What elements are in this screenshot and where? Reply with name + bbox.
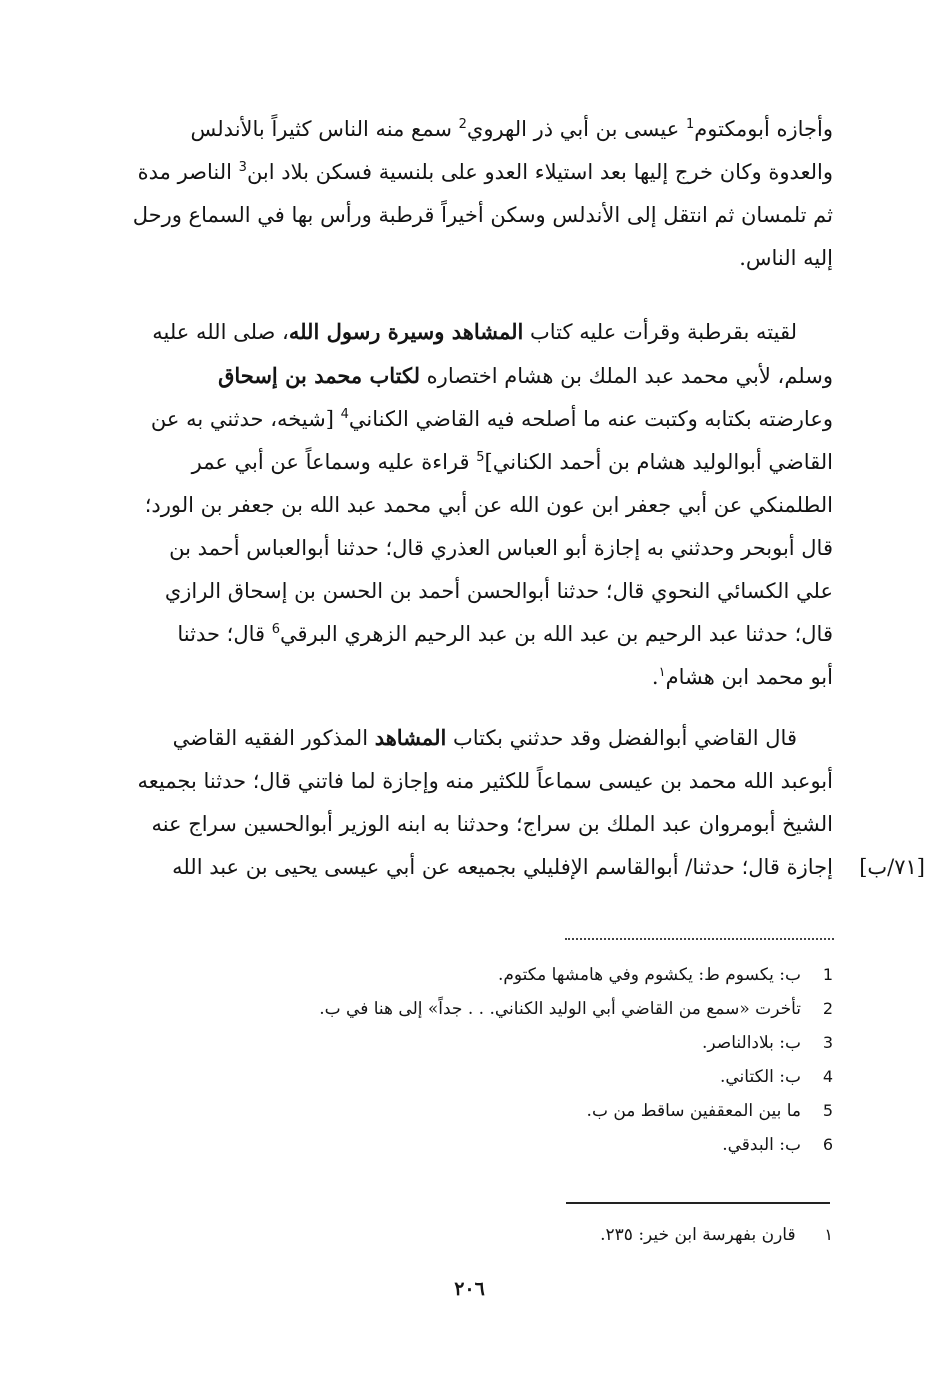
editor-note-divider <box>566 1202 830 1204</box>
footnote-text: ما بين المعقفين ساقط من ب. <box>586 1101 801 1121</box>
footnote-text: ب: بلادالناصر. <box>701 1033 801 1053</box>
footnote-item <box>113 1094 833 1128</box>
footnote-text: ب: يكسوم ط: يكشوم وفي هامشها مكتوم. <box>497 965 801 985</box>
text-run: ، صلى الله عليه <box>152 320 289 344</box>
folio-marker: [٧١/ب] <box>859 855 925 879</box>
paragraph-1 <box>131 108 833 280</box>
footnote-number: 6 <box>822 1135 833 1154</box>
footnotes-list <box>113 958 833 1162</box>
editor-note-text: قارن بفهرسة ابن خير: ٢٣٥. <box>600 1225 796 1245</box>
footnote-ref[interactable]: 4 <box>340 407 349 422</box>
footnote-ref[interactable]: ١ <box>658 665 666 680</box>
page-number: ٢٠٦ <box>454 1278 485 1300</box>
text-run: إجازة قال؛ حدثنا/ أبوالقاسم الإفليلي بجميعه عن أبي عيسى يحيى بن عبد الله <box>172 855 833 879</box>
text-line <box>131 613 833 656</box>
footnote-item <box>113 1060 833 1094</box>
text-run: وأجازه أبومكتوم <box>694 117 833 141</box>
text-line: إليه الناس. <box>739 246 833 270</box>
book-title: لكتاب محمد بن إسحاق <box>218 363 420 388</box>
text-run: لقيته بقرطبة وقرأت عليه كتاب <box>523 320 797 344</box>
text-line: علي الكسائي النحوي قال؛ حدثنا أبوالحسن أحمد بن الحسن بن إسحاق الرازي <box>164 579 833 603</box>
text-run: قراءة عليه وسماعاً عن أبي عمر <box>191 450 477 474</box>
text-line <box>131 310 833 354</box>
text-run: قال؛ حدثنا <box>177 622 272 646</box>
footnote-number: 5 <box>822 1101 833 1120</box>
footnote-ref[interactable]: 3 <box>238 160 247 175</box>
text-line: الشيخ أبومروان عبد الملك بن سراج؛ وحدثنا به ابنه الوزير أبوالحسين سراج عنه <box>151 812 833 836</box>
editor-note <box>600 1220 833 1250</box>
text-line <box>131 151 833 194</box>
text-line <box>131 656 833 699</box>
text-line <box>131 716 833 760</box>
text-run: الناصر مدة <box>137 160 239 184</box>
footnote-item <box>113 1026 833 1060</box>
text-line: ثم تلمسان ثم انتقل إلى الأندلس وسكن أخيراً قرطبة ورأس بها في السماع ورحل <box>132 203 833 227</box>
text-line <box>131 441 833 484</box>
text-run: أبو محمد ابن هشام <box>665 665 833 689</box>
footnote-number: 1 <box>822 965 833 984</box>
text-line: الطلمنكي عن أبي جعفر ابن عون الله عن أبي محمد عبد الله بن جعفر بن الورد؛ <box>144 493 833 517</box>
text-line <box>131 108 833 151</box>
text-run: المذكور الفقيه القاضي <box>172 726 375 750</box>
footnote-text: ب: الكتاني. <box>719 1067 801 1087</box>
text-run: والعدوة وكان خرج إليها بعد استيلاء العدو على بلنسية فسكن بلاد ابن <box>246 160 833 184</box>
book-title: المشاهد <box>374 725 447 750</box>
footnote-text: ب: البدقي. <box>722 1135 801 1155</box>
footnote-ref[interactable]: 2 <box>458 117 467 132</box>
text-run: وعارضته بكتابه وكتبت عنه ما أصلحه فيه القاضي الكناني <box>348 407 833 431</box>
paragraph-3 <box>131 716 925 889</box>
text-line <box>131 354 833 398</box>
text-run: سمع منه الناس كثيراً بالأندلس <box>190 117 459 141</box>
footnote-number: 4 <box>822 1067 833 1086</box>
text-run: القاضي أبوالوليد هشام بن أحمد الكناني] <box>484 450 833 474</box>
text-line <box>131 398 833 441</box>
text-run: قال القاضي أبوالفضل وقد حدثني بكتاب <box>446 726 797 750</box>
footnote-ref[interactable]: 6 <box>271 622 280 637</box>
text-line <box>131 846 925 889</box>
footnote-item <box>113 958 833 992</box>
footnote-ref[interactable]: 5 <box>476 450 485 465</box>
text-line: أبوعبد الله محمد بن عيسى سماعاً للكثير منه وإجازة لما فاتني قال؛ حدثنا بجميعه <box>137 769 833 793</box>
text-run: [شيخه، حدثني به عن <box>150 407 341 431</box>
footnote-text: تأخرت «سمع من القاضي أبي الوليد الكناني. . . جداً» إلى هنا في ب. <box>319 999 801 1019</box>
footnote-item <box>113 1128 833 1162</box>
editor-note-number: ١ <box>824 1225 833 1244</box>
footnote-number: 2 <box>822 999 833 1018</box>
text-line: قال أبوبحر وحدثني به إجازة أبو العباس العذري قال؛ حدثنا أبوالعباس أحمد بن <box>169 536 833 560</box>
footnote-ref[interactable]: 1 <box>685 117 695 132</box>
text-run: . <box>651 665 659 689</box>
text-run: وسلم، لأبي محمد عبد الملك بن هشام اختصاره <box>420 364 833 388</box>
text-run: عيسى بن أبي ذر الهروي <box>466 117 686 141</box>
text-run: قال؛ حدثنا عبد الرحيم بن عبد الله بن عبد الرحيم الزهري البرقي <box>279 622 833 646</box>
paragraph-2 <box>131 310 833 699</box>
footnote-divider <box>565 938 834 940</box>
footnote-number: 3 <box>822 1033 833 1052</box>
book-title: المشاهد وسيرة رسول الله <box>288 319 524 344</box>
footnote-item <box>113 992 833 1026</box>
